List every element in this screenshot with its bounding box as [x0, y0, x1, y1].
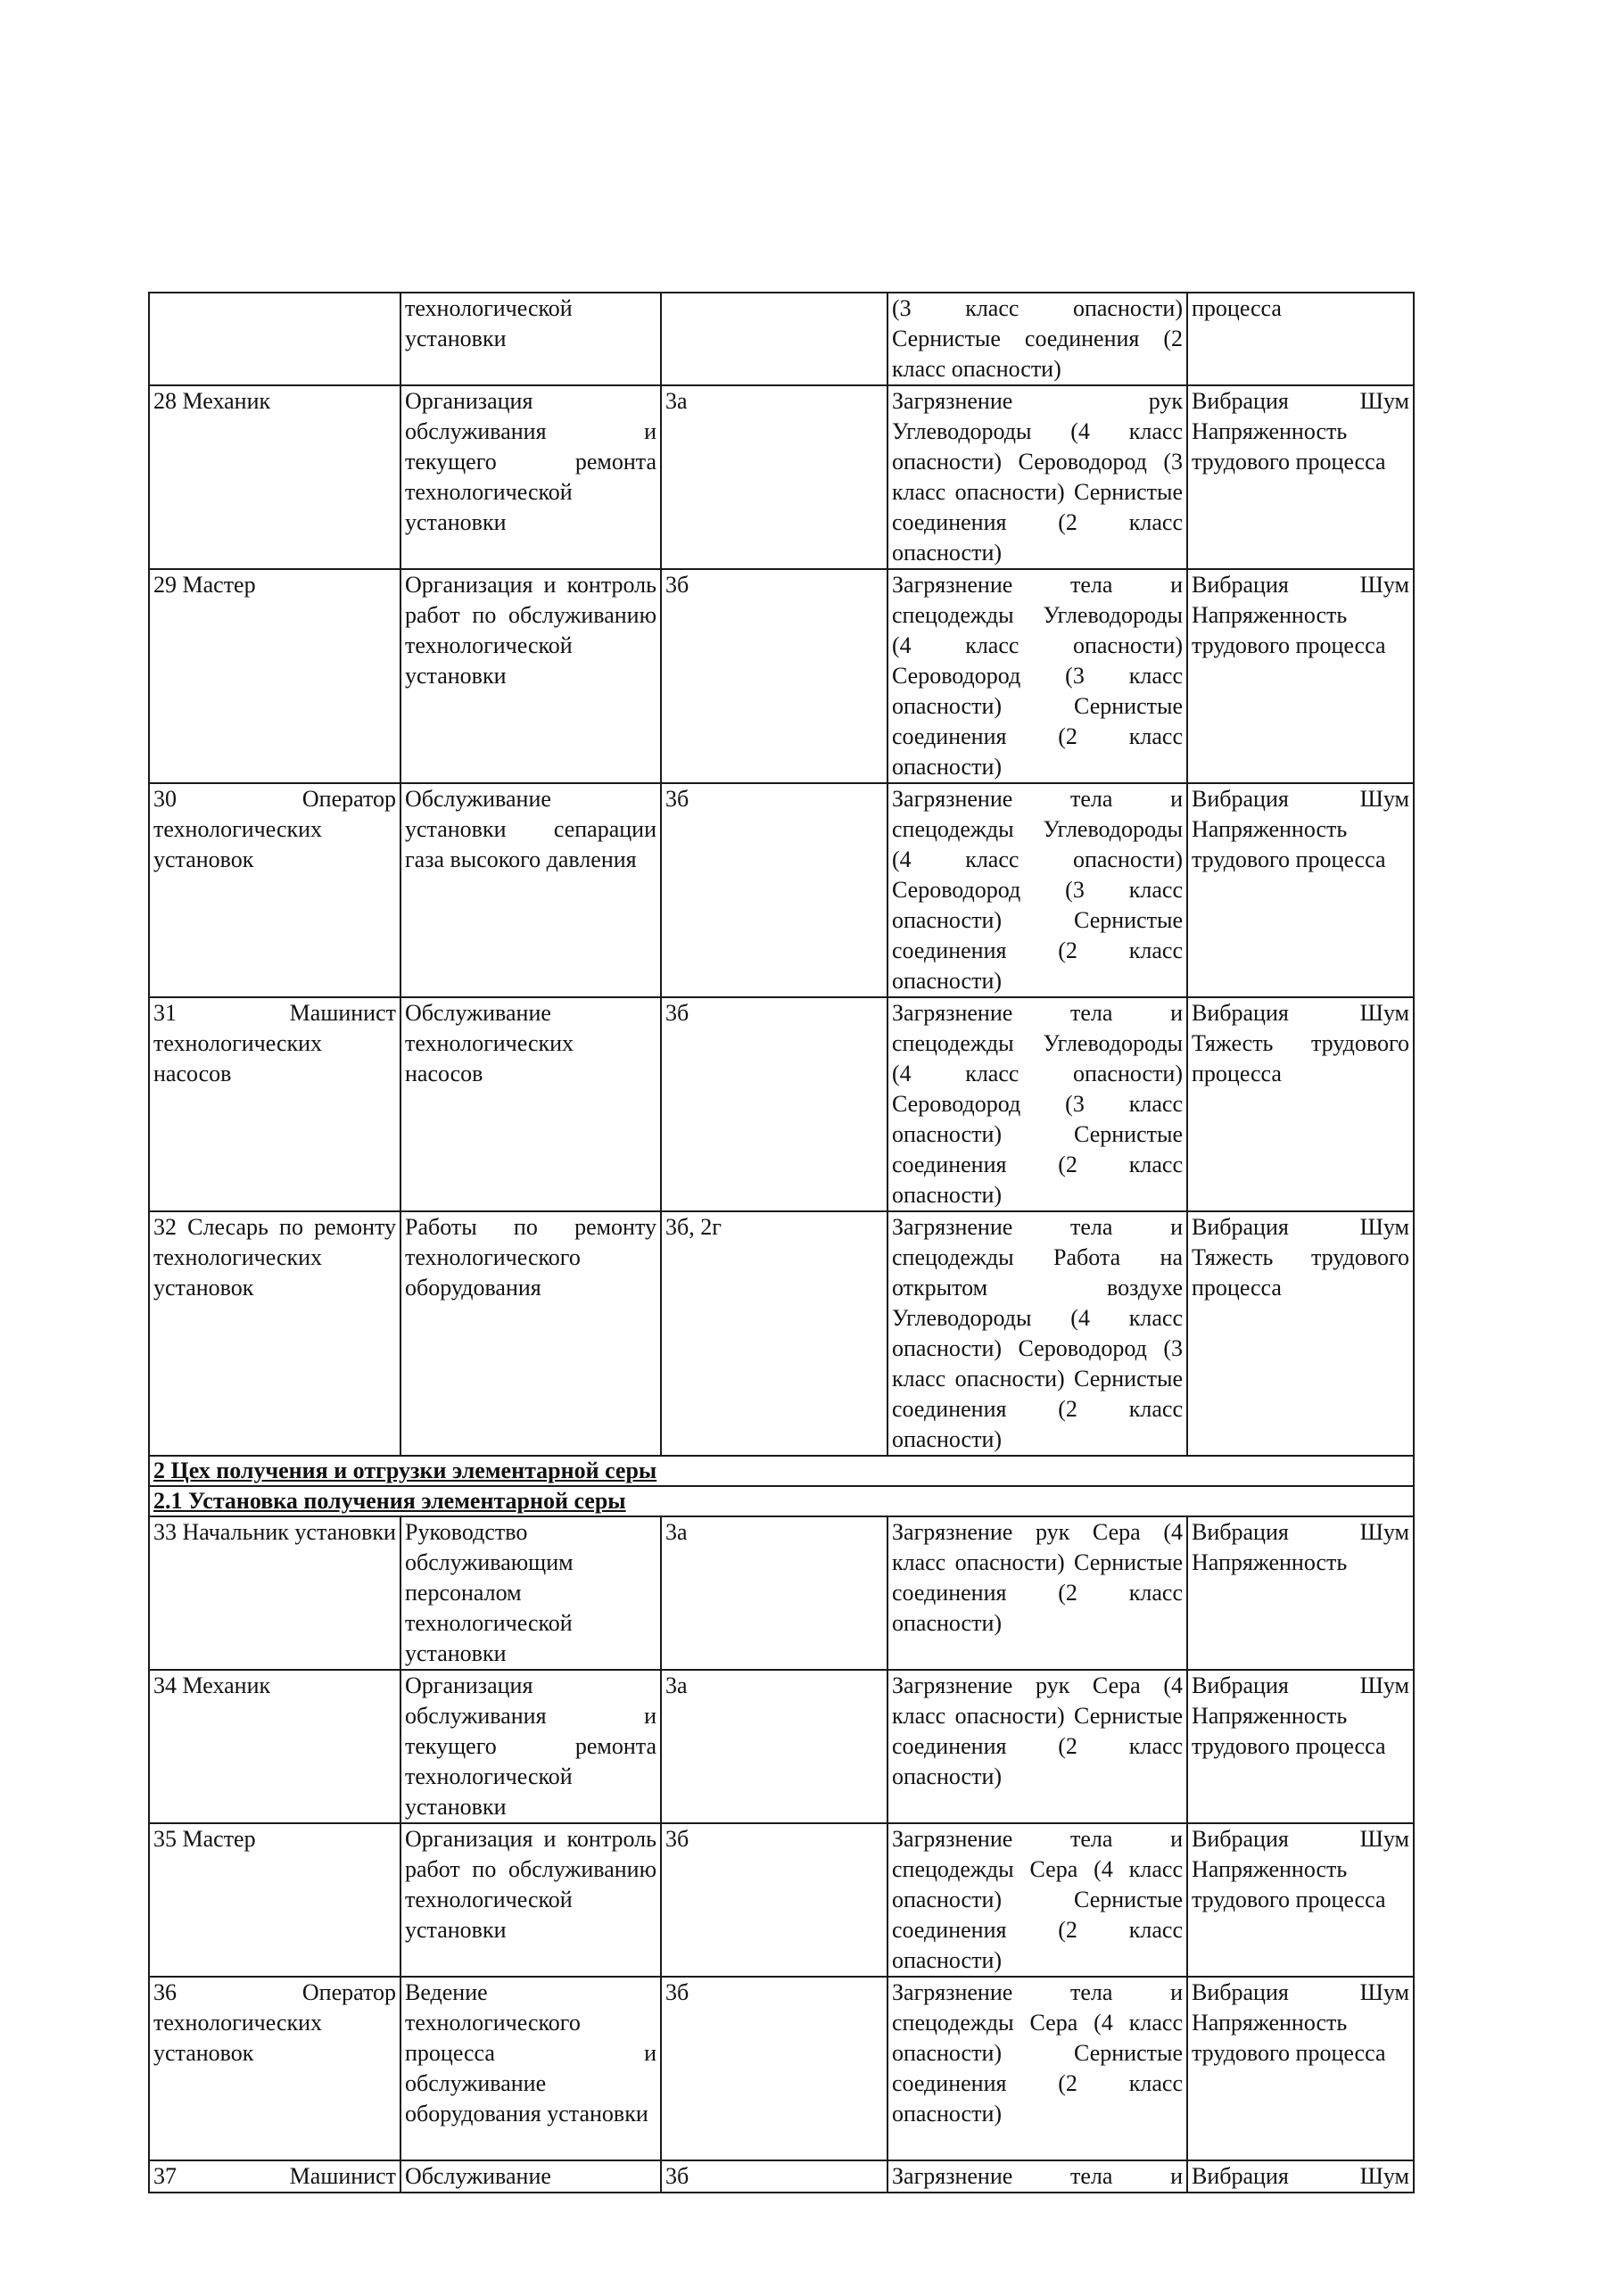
class-cell: 3б	[661, 783, 887, 997]
work-cell: Обслуживание установки сепарации газа высокого давления	[400, 783, 661, 997]
work-cell: Руководство обслуживающим персоналом технологической установки	[400, 1516, 661, 1670]
profession-cell: 33 Начальник установки	[149, 1516, 400, 1670]
factors-cell: Загрязнение тела и спецодежды Работа на открытом воздухе Углеводороды (4 класс опасности) Сероводород (3 класс опасности) Сернистые соединения (2 класс опасности)	[887, 1211, 1187, 1456]
factors-cell: Загрязнение тела и спецодежды Углеводороды (4 класс опасности) Сероводород (3 класс опасности) Сернистые соединения (2 класс опасности)	[887, 997, 1187, 1211]
table-row	[149, 783, 1414, 997]
table-row	[149, 1516, 1414, 1670]
profession-cell: 35 Мастер	[149, 1823, 400, 1977]
profession-cell	[149, 293, 400, 385]
table-row	[149, 1977, 1414, 2160]
factors-cell: Загрязнение тела и	[887, 2160, 1187, 2193]
table-row	[149, 569, 1414, 783]
profession-cell: 29 Мастер	[149, 569, 400, 783]
process-cell: Вибрация Шум Напряженность трудового процесса	[1187, 783, 1414, 997]
profession-cell: 28 Механик	[149, 385, 400, 569]
process-cell: Вибрация Шум Напряженность трудового процесса	[1187, 1670, 1414, 1823]
process-cell: Вибрация Шум Напряженность трудового процесса	[1187, 1977, 1414, 2160]
class-cell: 3б	[661, 1823, 887, 1977]
table-row	[149, 997, 1414, 1211]
class-cell: 3а	[661, 1670, 887, 1823]
factors-cell: Загрязнение тела и спецодежды Сера (4 класс опасности) Сернистые соединения (2 класс опасности)	[887, 1977, 1187, 2160]
process-cell: Вибрация Шум Напряженность трудового процесса	[1187, 1823, 1414, 1977]
work-cell: Организация обслуживания и текущего ремонта технологической установки	[400, 385, 661, 569]
class-cell: 3б, 2г	[661, 1211, 887, 1456]
subsection-heading: 2.1 Установка получения элементарной серы	[149, 1486, 1414, 1516]
work-cell: Ведение технологического процесса и обслуживание оборудования установки	[400, 1977, 661, 2160]
factors-cell: (3 класс опасности) Сернистые соединения (2 класс опасности)	[887, 293, 1187, 385]
table-row	[149, 385, 1414, 569]
work-cell: Обслуживание технологических насосов	[400, 997, 661, 1211]
class-cell: 3а	[661, 1516, 887, 1670]
process-cell: процесса	[1187, 293, 1414, 385]
section-row	[149, 1456, 1414, 1486]
profession-cell: 32 Слесарь по ремонту технологических установок	[149, 1211, 400, 1456]
process-cell: Вибрация Шум	[1187, 2160, 1414, 2193]
class-cell: 3а	[661, 385, 887, 569]
work-cell: технологической установки	[400, 293, 661, 385]
factors-cell: Загрязнение тела и спецодежды Углеводороды (4 класс опасности) Сероводород (3 класс опасности) Сернистые соединения (2 класс опасности)	[887, 569, 1187, 783]
table-row	[149, 2160, 1414, 2193]
table-row	[149, 1670, 1414, 1823]
class-cell	[661, 293, 887, 385]
process-cell: Вибрация Шум Тяжесть трудового процесса	[1187, 997, 1414, 1211]
process-cell: Вибрация Шум Напряженность трудового процесса	[1187, 569, 1414, 783]
profession-cell: 34 Механик	[149, 1670, 400, 1823]
profession-cell: 36 Оператор технологических установок	[149, 1977, 400, 2160]
factors-cell: Загрязнение тела и спецодежды Углеводороды (4 класс опасности) Сероводород (3 класс опасности) Сернистые соединения (2 класс опасности)	[887, 783, 1187, 997]
factors-cell: Загрязнение рук Углеводороды (4 класс опасности) Сероводород (3 класс опасности) Сернистые соединения (2 класс опасности)	[887, 385, 1187, 569]
class-cell: 3б	[661, 2160, 887, 2193]
profession-cell: 30 Оператор технологических установок	[149, 783, 400, 997]
process-cell: Вибрация Шум Напряженность трудового процесса	[1187, 385, 1414, 569]
factors-cell: Загрязнение тела и спецодежды Сера (4 класс опасности) Сернистые соединения (2 класс опасности)	[887, 1823, 1187, 1977]
table-row	[149, 293, 1414, 385]
work-cell: Организация и контроль работ по обслуживанию технологической установки	[400, 1823, 661, 1977]
class-cell: 3б	[661, 1977, 887, 2160]
section-heading: 2 Цех получения и отгрузки элементарной серы	[149, 1456, 1414, 1486]
process-cell: Вибрация Шум Напряженность	[1187, 1516, 1414, 1670]
table-row	[149, 1211, 1414, 1456]
factors-cell: Загрязнение рук Сера (4 класс опасности) Сернистые соединения (2 класс опасности)	[887, 1670, 1187, 1823]
work-cell: Организация обслуживания и текущего ремонта технологической установки	[400, 1670, 661, 1823]
class-cell: 3б	[661, 997, 887, 1211]
table-row	[149, 1823, 1414, 1977]
class-cell: 3б	[661, 569, 887, 783]
hazard-classification-table	[148, 292, 1415, 2193]
work-cell: Обслуживание	[400, 2160, 661, 2193]
subsection-row	[149, 1486, 1414, 1516]
profession-cell: 37 Машинист	[149, 2160, 400, 2193]
process-cell: Вибрация Шум Тяжесть трудового процесса	[1187, 1211, 1414, 1456]
work-cell: Организация и контроль работ по обслуживанию технологической установки	[400, 569, 661, 783]
factors-cell: Загрязнение рук Сера (4 класс опасности) Сернистые соединения (2 класс опасности)	[887, 1516, 1187, 1670]
work-cell: Работы по ремонту технологического оборудования	[400, 1211, 661, 1456]
profession-cell: 31 Машинист технологических насосов	[149, 997, 400, 1211]
